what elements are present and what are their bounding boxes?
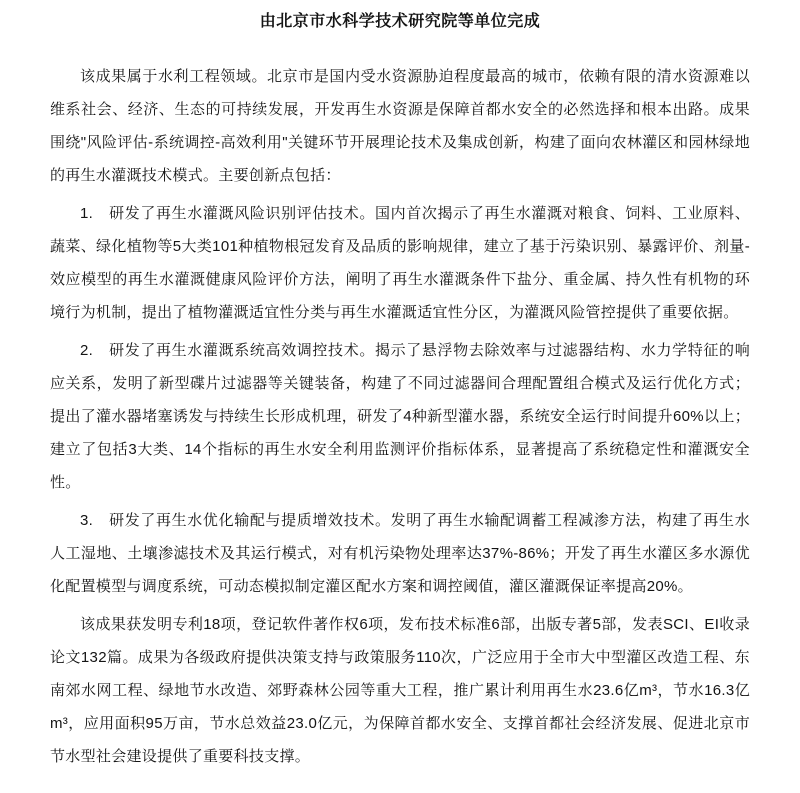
- document-title: 由北京市水科学技术研究院等单位完成: [259, 13, 541, 30]
- innovation-point-3-paragraph: 3. 研发了再生水优化输配与提质增效技术。发明了再生水输配调蓄工程减渗方法，构建了再生水人工湿地、土壤渗滤技术及其运行模式，对有机污染物处理率达37%-86%；开发了再生水灌区多水源优化配置模型与调度系统，可动态模拟制定灌区配水方案和调控阈值，灌区灌溉保证率提高20%。: [50, 512, 750, 595]
- innovation-point-2-paragraph: 2. 研发了再生水灌溉系统高效调控技术。揭示了悬浮物去除效率与过滤器结构、水力学特征的响应关系，发明了新型碟片过滤器等关键装备，构建了不同过滤器间合理配置组合模式及运行优化方式；提出了灌水器堵塞诱发与持续生长形成机理，研发了4种新型灌水器，系统安全运行时间提升60%以上；建立了包括3大类、14个指标的再生水安全利用监测评价指标体系，显著提高了系统稳定性和灌溉安全性。: [50, 342, 750, 491]
- achievements-paragraph: 该成果获发明专利18项，登记软件著作权6项，发布技术标准6部，出版专著5部，发表SCI、EI收录论文132篇。成果为各级政府提供决策支持与政策服务110次，广泛应用于全市大中型灌区改造工程、东南郊水网工程、绿地节水改造、郊野森林公园等重大工程，推广累计利用再生水23.6亿m³，节水16.3亿m³，应用面积95万亩，节水总效益23.0亿元，为保障首都水安全、支撑首都社会经济发展、促进北京市节水型社会建设提供了重要科技支撑。: [50, 616, 750, 765]
- innovation-point-1-paragraph: 1. 研发了再生水灌溉风险识别评估技术。国内首次揭示了再生水灌溉对粮食、饲料、工业原料、蔬菜、绿化植物等5大类101种植物根冠发育及品质的影响规律，建立了基于污染识别、暴露评价、剂量-效应模型的再生水灌溉健康风险评价方法，阐明了再生水灌溉条件下盐分、重金属、持久性有机物的环境行为机制，提出了植物灌溉适宜性分类与再生水灌溉适宜性分区，为灌溉风险管控提供了重要依据。: [50, 205, 750, 321]
- intro-paragraph: 该成果属于水利工程领域。北京市是国内受水资源胁迫程度最高的城市，依赖有限的清水资源难以维系社会、经济、生态的可持续发展，开发再生水资源是保障首都水安全的必然选择和根本出路。成果围绕"风险评估-系统调控-高效利用"关键环节开展理论技术及集成创新，构建了面向农林灌区和园林绿地的再生水灌溉技术模式。主要创新点包括：: [50, 68, 750, 184]
